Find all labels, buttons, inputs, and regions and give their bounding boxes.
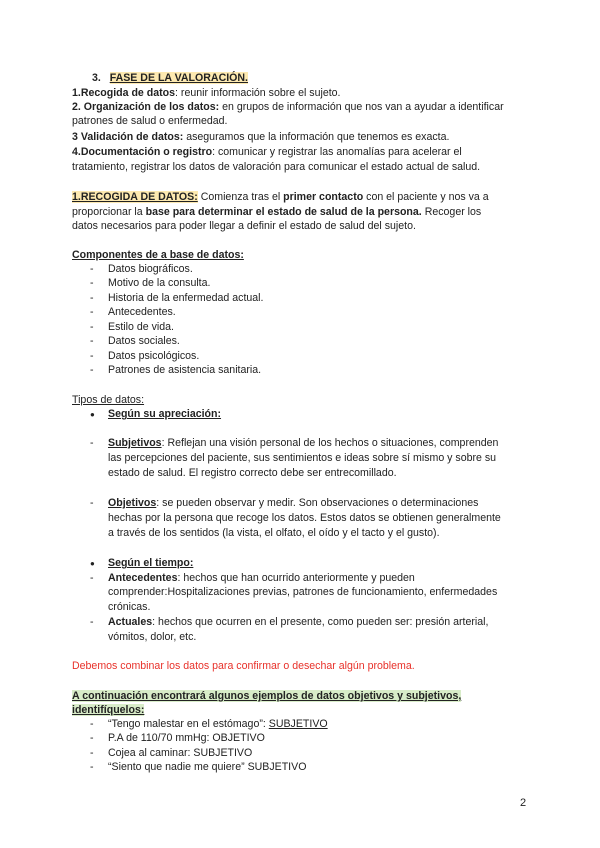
step-4: 4.Documentación o registro: comunicar y registrar las anomalías para acelerar el: [72, 146, 462, 158]
list-item: -: [90, 747, 94, 759]
antecedentes-line-3: crónicas.: [108, 601, 151, 613]
bullet-icon: ●: [90, 410, 95, 419]
list-item: -: [90, 616, 94, 628]
recogida-line-2: proporcionar la base para determinar el estado de salud de la persona. Recoger los: [72, 206, 482, 218]
tiempo-heading: Según el tiempo:: [108, 557, 194, 569]
objetivos-line-2: hechas por la persona que recoge los datos. Estos datos se obtienen generalmente: [108, 512, 501, 524]
ejemplos-title-line-1: A continuación encontrará algunos ejemplos de datos objetivos y subjetivos,: [72, 690, 462, 702]
section-title: FASE DE LA VALORACIÓN.: [109, 72, 249, 84]
list-item-text: Antecedentes.: [108, 306, 176, 318]
list-item: -: [90, 306, 94, 318]
section-number: 3.: [92, 72, 101, 84]
section-heading: [92, 72, 248, 85]
bullet-icon: ●: [90, 559, 95, 568]
nota-roja: Debemos combinar los datos para confirmar o desechar algún problema.: [72, 660, 415, 672]
recogida-label: 1.RECOGIDA DE DATOS:: [72, 191, 198, 203]
list-item-text: Patrones de asistencia sanitaria.: [108, 364, 262, 376]
antecedentes-line-1: Antecedentes: hechos que han ocurrido anteriormente y pueden: [108, 572, 415, 584]
list-item: -: [90, 572, 94, 584]
apreciacion-heading: Según su apreciación:: [108, 408, 222, 420]
subjetivos-line-2: las percepciones del paciente, sus sentimientos e ideas sobre sí mismo y sobre su: [108, 452, 497, 464]
list-item: -: [90, 350, 94, 362]
step-2-cont: patrones de salud o enfermedad.: [72, 115, 228, 127]
ejemplo-4: “Siento que nadie me quiere” SUBJETIVO: [108, 761, 307, 773]
list-item-text: Datos psicológicos.: [108, 350, 200, 362]
subjetivos-line-1: Subjetivos: Reflejan una visión personal de los hechos o situaciones, comprenden: [108, 437, 499, 449]
list-item: -: [90, 321, 94, 333]
subjetivos-line-3: estado de salud. El registro correcto debe ser entrecomillado.: [108, 467, 397, 479]
list-item-text: Datos sociales.: [108, 335, 180, 347]
ejemplo-1-answer: SUBJETIVO: [268, 718, 328, 730]
componentes-title: Componentes de a base de datos:: [72, 249, 244, 261]
step-4-cont: tratamiento, registrar los datos de valoración para comunicar el estado actual de salud.: [72, 161, 481, 173]
step-2: 2. Organización de los datos: en grupos de información que nos van a ayudar a identificar: [72, 101, 504, 113]
step-1: 1.Recogida de datos: reunir información sobre el sujeto.: [72, 87, 341, 99]
ejemplos-title-line-2: identifíquelos:: [72, 704, 145, 716]
actuales-line-1: Actuales: hechos que ocurren en el presente, como pueden ser: presión arterial,: [108, 616, 489, 628]
page-number: 2: [520, 797, 527, 809]
list-item: -: [90, 263, 94, 275]
actuales-line-2: vómitos, dolor, etc.: [108, 631, 197, 643]
antecedentes-line-2: comprender:Hospitalizaciones previas, patrones de funcionamiento, enfermedades: [108, 586, 498, 598]
list-item-text: Motivo de la consulta.: [108, 277, 211, 289]
list-item: -: [90, 732, 94, 744]
list-item: -: [90, 364, 94, 376]
recogida-line-1: 1.RECOGIDA DE DATOS: Comienza tras el primer contacto con el paciente y nos va a: [72, 191, 489, 203]
list-item: -: [90, 292, 94, 304]
ejemplo-1: “Tengo malestar en el estómago”: SUBJETIVO: [108, 718, 328, 730]
ejemplo-3: Cojea al caminar: SUBJETIVO: [108, 747, 253, 759]
list-item: -: [90, 437, 94, 449]
objetivos-line-1: Objetivos: se pueden observar y medir. Son observaciones o determinaciones: [108, 497, 479, 509]
step-3: 3 Validación de datos: aseguramos que la información que tenemos es exacta.: [72, 131, 450, 143]
list-item: -: [90, 497, 94, 509]
recogida-line-3: datos necesarios para poder llegar a definir el estado de salud del sujeto.: [72, 220, 416, 232]
ejemplo-2: P.A de 110/70 mmHg: OBJETIVO: [108, 732, 265, 744]
list-item: -: [90, 718, 94, 730]
list-item-text: Estilo de vida.: [108, 321, 174, 333]
list-item-text: Historia de la enfermedad actual.: [108, 292, 264, 304]
objetivos-line-3: a través de los sentidos (la vista, el olfato, el oído y el tacto y el gusto).: [108, 527, 440, 539]
tipos-title: Tipos de datos:: [72, 394, 145, 406]
list-item: -: [90, 335, 94, 347]
list-item-text: Datos biográficos.: [108, 263, 193, 275]
list-item: -: [90, 277, 94, 289]
list-item: -: [90, 761, 94, 773]
